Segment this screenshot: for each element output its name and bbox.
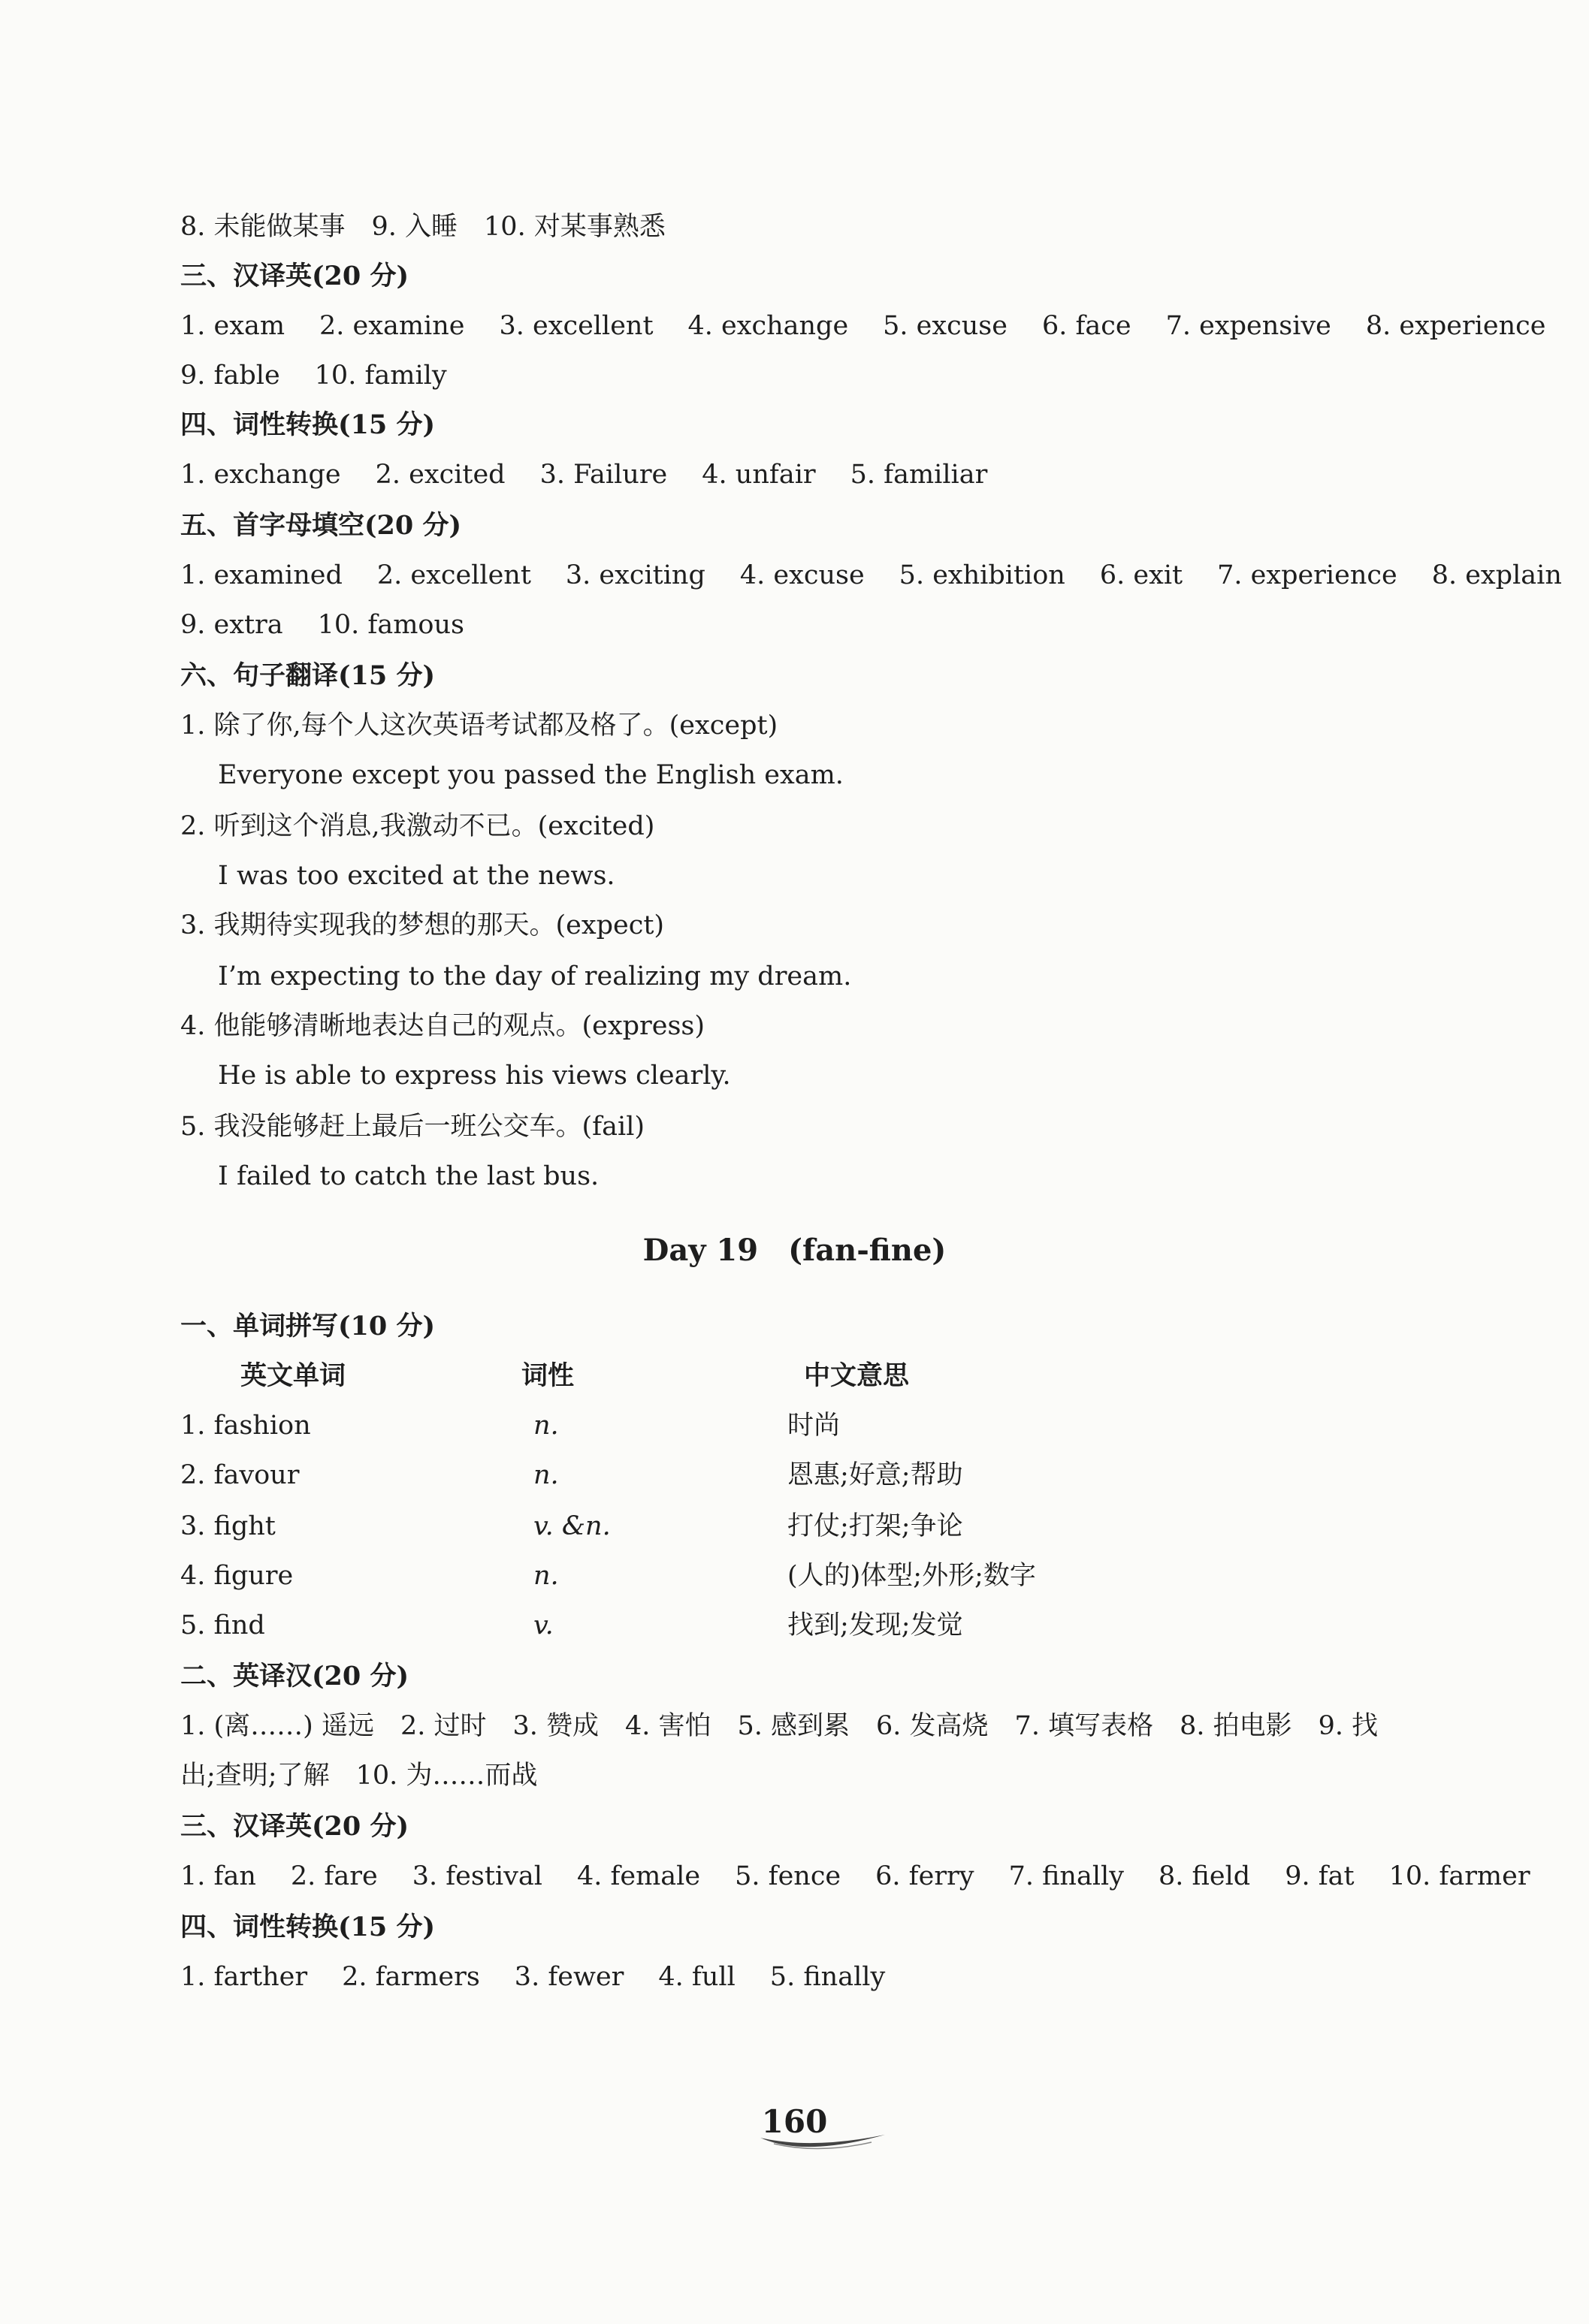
answer: 6. ferry [875,1861,974,1891]
translation-answer: Everyone except you passed the English exam. [218,760,844,790]
answer: 10. famous [317,610,465,640]
translation-question: 2. 听到这个消息,我激动不已。(excited) [180,811,655,841]
answer: 3. exciting [565,560,705,590]
vocab-meaning: (人的)体型;外形;数字 [787,1561,1036,1591]
answer: 9. extra [180,610,283,640]
answer: 9. fable [180,361,280,391]
answer: 4. unfair [702,460,816,490]
vocab-word: 1. fashion [180,1411,311,1441]
answer: 1. exam [180,311,285,341]
answer: 4. excuse [739,560,865,590]
vocab-meaning: 时尚 [787,1411,841,1441]
answer: 6. exit [1099,560,1183,590]
day-section-2-line-1: 1. (离……) 遥远 2. 过时 3. 赞成 4. 害怕 5. 感到累 6. 发高烧 7. 填写表格 8. 拍电影 9. 找 [180,1711,1379,1741]
prev-section-3-heading: 三、汉译英(20 分) [180,261,409,291]
answer: 5. excuse [883,311,1007,341]
page-number-swoosh-icon [759,2132,887,2154]
vocab-meaning: 打仗;打架;争论 [787,1511,963,1541]
day-section-1-heading: 一、单词拼写(10 分) [180,1311,436,1342]
vocab-meaning: 恩惠;好意;帮助 [787,1460,963,1490]
answer: 7. expensive [1165,311,1331,341]
vocab-word: 4. figure [180,1561,294,1591]
answer: 7. finally [1008,1861,1124,1891]
answer: 10. farmer [1388,1861,1530,1891]
answer: 8. experience [1365,311,1546,341]
prev-section-5-row-2 [180,608,1484,641]
vocab-word: 5. find [180,1610,265,1640]
vocab-word: 3. fight [180,1511,276,1541]
answer: 3. excellent [499,311,654,341]
answer: 8. explain [1431,560,1562,590]
answer: 2. excellent [376,560,531,590]
answer: 1. fan [180,1861,256,1891]
column-header-word: 英文单词 [240,1360,346,1391]
vocab-pos: v. &n. [533,1511,611,1541]
answer: 4. female [576,1861,701,1891]
day-section-3-row-1 [180,1860,1530,1893]
vocab-pos: v. [533,1610,554,1640]
answer: 5. fence [735,1861,841,1891]
answer: 4. exchange [687,311,849,341]
translation-answer: I was too excited at the news. [218,861,615,891]
day-title: Day 19 (fan-fine) [642,1233,947,1268]
answer: 5. exhibition [899,560,1065,590]
prev-section-6-heading: 六、句子翻译(15 分) [180,660,436,691]
answer: 6. face [1041,311,1131,341]
answer: 8. field [1159,1861,1251,1891]
day-section-3-heading: 三、汉译英(20 分) [180,1811,409,1842]
vocab-pos: n. [533,1561,559,1591]
answer: 1. examined [180,560,343,590]
prev-section-4-row-1 [180,458,1484,491]
prev-line-8: 8. 未能做某事 9. 入睡 10. 对某事熟悉 [180,212,666,242]
column-header-pos: 词性 [521,1360,575,1391]
prev-section-5-row-1 [180,559,1562,592]
translation-question: 5. 我没能够赶上最后一班公交车。(fail) [180,1112,645,1142]
translation-answer: I failed to catch the last bus. [218,1161,600,1191]
vocab-pos: n. [533,1411,559,1441]
translation-question: 3. 我期待实现我的梦想的那天。(expect) [180,910,665,940]
column-header-meaning: 中文意思 [804,1360,910,1391]
answer: 5. familiar [850,460,988,490]
answer: 2. examine [319,311,465,341]
day-section-4-heading: 四、词性转换(15 分) [180,1912,436,1942]
translation-question: 4. 他能够清晰地表达自己的观点。(express) [180,1011,705,1041]
answer: 4. full [658,1962,736,1992]
answer: 1. exchange [180,460,341,490]
day-section-4-row-1 [180,1960,1484,1994]
answer: 1. farther [180,1962,308,1992]
page-number: 160 [761,2103,828,2140]
prev-section-3-row-2 [180,359,1484,392]
answer: 7. experience [1217,560,1397,590]
vocab-meaning: 找到;发现;发觉 [787,1610,963,1640]
translation-answer: He is able to express his views clearly. [218,1061,731,1091]
answer: 5. finally [769,1962,886,1992]
answer: 3. festival [412,1861,542,1891]
answer: 2. excited [375,460,506,490]
answer: 10. family [314,361,447,391]
prev-section-3-row-1 [180,309,1546,343]
prev-section-4-heading: 四、词性转换(15 分) [180,409,436,440]
answer: 3. Failure [539,460,668,490]
answer: 2. farmers [342,1962,480,1992]
translation-answer: I’m expecting to the day of realizing my dream. [218,961,852,991]
vocab-pos: n. [533,1460,559,1490]
day-section-2-line-2: 出;查明;了解 10. 为……而战 [180,1761,538,1791]
answer: 9. fat [1285,1861,1355,1891]
prev-section-5-heading: 五、首字母填空(20 分) [180,510,462,541]
answer: 3. fewer [514,1962,624,1992]
day-section-2-heading: 二、英译汉(20 分) [180,1661,409,1692]
vocab-word: 2. favour [180,1460,300,1490]
translation-question: 1. 除了你,每个人这次英语考试都及格了。(except) [180,711,778,741]
answer: 2. fare [290,1861,378,1891]
